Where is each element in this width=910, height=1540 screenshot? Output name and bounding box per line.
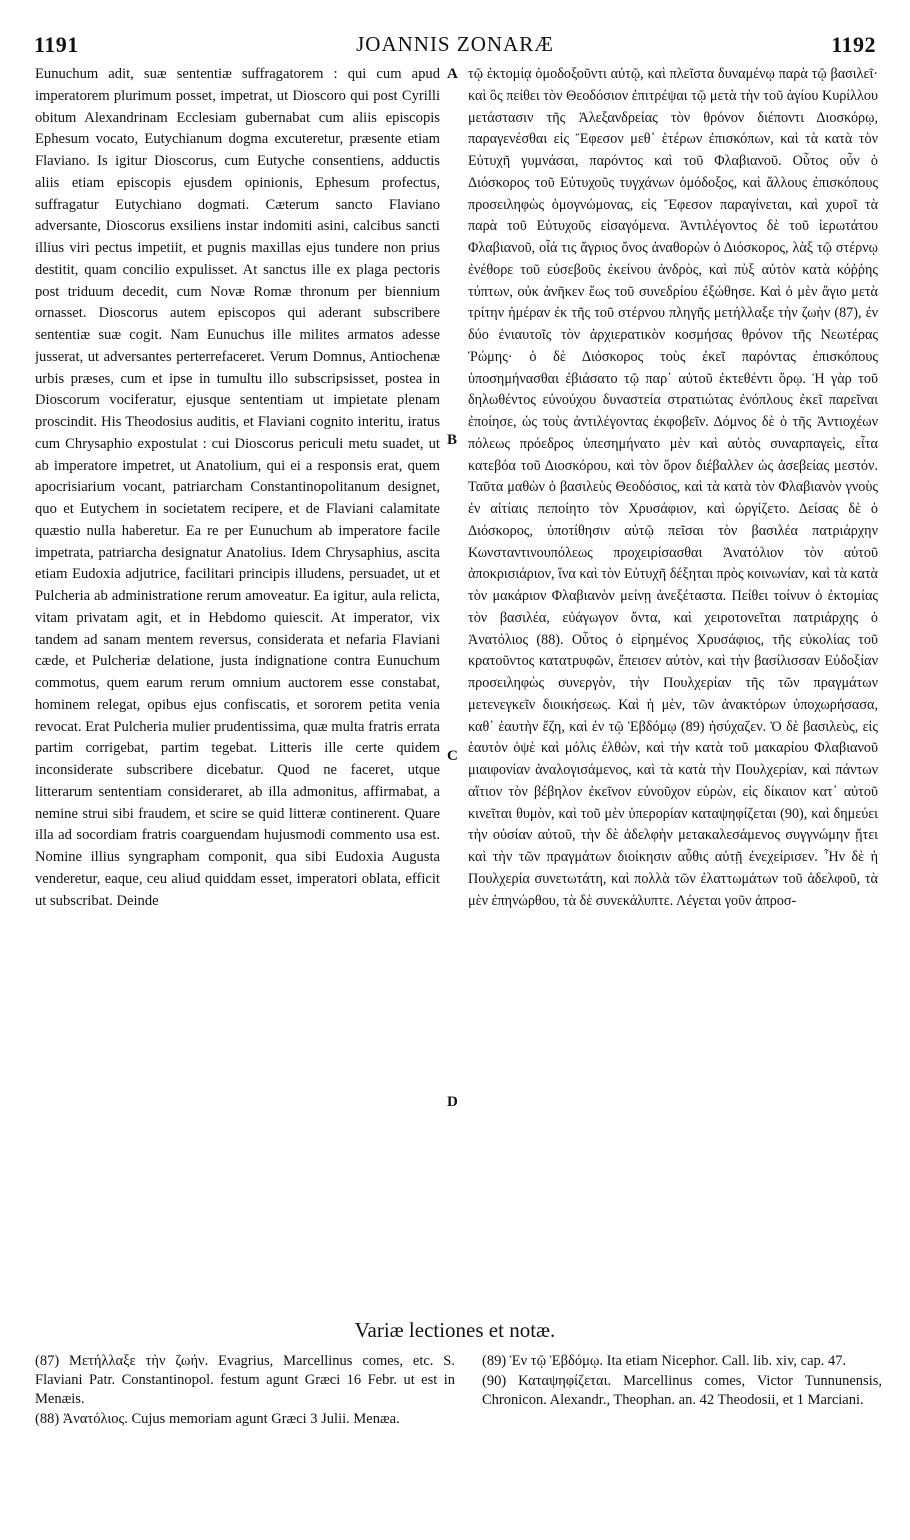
greek-column bbox=[468, 64, 878, 1308]
section-marker-b: B bbox=[447, 432, 458, 448]
note-90: (90) Καταψηφίζεται. Marcellinus comes, Victor Tunnunensis, Chronicon. Alexandr., Theophan. an. 42 Theodosii, et 1 Marciani. bbox=[482, 1373, 882, 1408]
section-marker-d: D bbox=[447, 1094, 458, 1110]
notes-title: Variæ lectiones et notæ. bbox=[354, 1318, 556, 1342]
latin-column bbox=[35, 64, 440, 1308]
page-header bbox=[32, 32, 878, 60]
notes-right-column bbox=[482, 1352, 882, 1411]
section-marker-c: C bbox=[447, 748, 458, 764]
page-number-left: 1191 bbox=[34, 32, 79, 57]
running-title: JOANNIS ZONARÆ bbox=[356, 32, 554, 56]
note-88: (88) Ἀνατόλιος. Cujus memoriam agunt Græci 3 Julii. Menæa. bbox=[35, 1411, 400, 1427]
section-marker-a: A bbox=[447, 66, 458, 82]
note-87: (87) Μετήλλαξε τὴν ζωήν. Evagrius, Marcellinus comes, etc. S. Flaviani Patr. Constantinopol. festum agunt Græci 16 Febr. ut est in Menæis. bbox=[35, 1353, 455, 1407]
notes-left-column bbox=[35, 1352, 455, 1430]
greek-text: τῷ ἐκτομίᾳ ὁμοδοξοῦντι αὐτῷ, καὶ πλεῖστα δυναμένῳ παρὰ τῷ βασιλεῖ· καὶ ὃς πείθει τὸν Θεοδόσιον ἐπιτρέψαι τῷ μετὰ τὴν τοῦ ἁγίου Κυρίλλου μετάστασιν τῆς Ἀλεξανδρείας τὸν θρόνον διέποντι Διοσκόρῳ, παραγενέσθαι εἰς Ἔφεσον μεθ᾽ ἑτέρων ἐπισκόπων, καὶ τὰ κατὰ τὸν Εὐτυχῆ γυμνάσαι, παρόντος καὶ τοῦ Φλαβιανοῦ. Οὗτος οὖν ὁ Διόσκορος τοῦ Εὐτυχοῦς τυγχάνων ὁμόδοξος, καὶ ἄλλους ἐπισκόπους προσειληφὼς ὁμογνώμονας, εἰς Ἔφεσον παραγίνεται, καὶ χυροῖ τὰ παρὰ τοῦ Εὐτυχοῦς εἰσαγόμενα. Ἀντιλέγοντος δὲ τοῦ ἱερωτάτου Φλαβιανοῦ, οἷά τις ἄγριος ὄνος ἀναθορὼν ὁ Διόσκορος, λὰξ τῷ στέρνῳ ἐνέθορε τοῦ εὐσεβοῦς ἐκείνου ἀνδρὸς, καὶ πὺξ αὐτὸν κατὰ κόῤῥης τύπτων, οὐκ ἀνῆκεν ἕως τοῦ συνεδρίου ἐξώθησε. Καὶ ὁ μὲν ἅγιο μετὰ τρίτην ἡμέραν ἐκ τῆς τοῦ στέρνου πληγῆς μετήλλαξε τὴν ζωὴν (87), ἐν δύο ἐνιαυτοῖς τὸν ἀρχιερατικὸν κοσμήσας θρόνον τῆς Νεωτέρας Ῥώμης· ὁ δὲ Διόσκορος τοὺς ἐκεῖ παρόντας ἐπισκόπους ὑποσημήνασθαι ἐβιάσατο τῷ παρ᾽ αὐτοῦ ἐκτεθέντι ὅρῳ. Ἡ γὰρ τοῦ δηλωθέντος εὐνούχου δυναστεία στρατιώτας ἐνόπλους ἐκεῖ παρεῖναι ἐποίησε, ὡς τοὺς ἀντιλέγοντας ἐκφοβεῖν. Δόμνος δὲ ὁ τῆς Ἀντιοχέων πόλεως πρόεδρος ὑπεσημήνατο μὲν καὶ αὐτὸς συναρπαγεὶς, εἶτα κατεβόα τοῦ Διοσκόρου, καὶ τὸν ὅρον διέβαλλεν ὡς ἀσεβείας μεστόν. Ταῦτα μαθὼν ὁ βασιλεὺς Θεοδόσιος, καὶ τὰ κατὰ τὸν Φλαβιανὸν γνοὺς ἐν αἰτίαις πεποίητο τὸν Χρυσάφιον, καὶ ὠργίζετο. Δείσας δὲ ὁ Διόσκορος, ὑποτίθησιν αὐτῷ πεῖσαι τὸν βασιλέα πατριάρχην Κωνσταντινουπόλεως προχειρίσασθαι Ἀνατόλιον τὸν αὐτοῦ ἀποκρισιάριον, ἵνα καὶ τὸν Εὐτυχῆ δέξηται πρὸς κοινωνίαν, καὶ τὰ κατὰ τὸν μακάριον Φλαβιανὸν μείνῃ ἀνεξέταστα. Πείθει τοίνυν ὁ ἐκτομίας τὸν βασιλέα, εὐάγωγον ὄντα, καὶ χειροτονεῖται πατριάρχης ὁ Ἀνατόλιος (88). Οὗτος ὁ εἰρημένος Χρυσάφιος, τῆς εὐκολίας τοῦ κρατοῦντος κατατρυφῶν, ἔπεισεν αὐτὸν, καὶ τὴν βασίλισσαν Εὐδοξίαν προσειληφὼς συνεργὸν, τὴν Πουλχερίαν τῆς τῶν πραγμάτων μετενεγκεῖν διοικήσεως. Καὶ ἡ μὲν, τῶν ἀνακτόρων ὑποχωρήσασα, καθ᾽ ἑαυτὴν ἔζη, καὶ ἐν τῷ Ἑβδόμῳ (89) ἡσύχαζεν. Ὁ δὲ βασιλεὺς, εἰς ἑαυτὸν ὀψὲ καὶ μόλις ἐλθὼν, καὶ τὴν κατὰ τοῦ μακαρίου Φλαβιανοῦ μιαιφονίαν ἀναλογισάμενος, καὶ τὰ κατὰ τὴν Πουλχερίαν, καὶ πάντων αἴτιον τὸν βέβηλον ἐκεῖνον εὐνοῦχον εὑρὼν, εἰς δίκαιον κατ᾽ αὐτοῦ κινεῖται θυμὸν, καὶ τοῦ μὲν ὑπερορίαν καταψηφίζεται (90), καὶ δημεύει τὴν οὐσίαν αὐτοῦ, τὴν δὲ ἀδελφὴν μετακαλεσάμενος συγγνώμην ᾔτει καὶ τὴν τῶν πραγμάτων διοίκησιν αὖθις αὐτῇ ἐνεχείρισεν. Ἦν δὲ ἡ Πουλχερία συνετωτάτη, καὶ πολλὰ τῶν ἐλαττωμάτων τοῦ ἀδελφοῦ, τὰ μὲν ἐπηνώρθου, τὰ δὲ συνεκάλυπτε. Λέγεται γοῦν ἀπροσ- bbox=[468, 66, 878, 909]
latin-text: Eunuchum adit, suæ sententiæ suffragatorem : qui cum apud imperatorem plurimum posset, impetrat, ut Dioscoro qui post Cyrilli obitum Alexandrinam Ecclesiam gubernabat cum aliis episcopis Ephesum vocato, Eutychianum dogma excuteretur, præsente etiam Flaviano. Is igitur Dioscorus, cum Eutyche consentiens, adductis aliis etiam episcopis ejusdem opinionis, Ephesum profectus, suffragatur Eutychiano dogmati. Cæterum sancto Flaviano adversante, Dioscorus exsiliens instar indomiti asini, calcibus sancti illius viri pectus impetiit, et pugnis maxillas ejus tundere non prius destitit, quam concilio expulisset. At sanctus ille ex plaga pectoris post triduum decedit, cum Novæ Romæ thronum per biennium ornasset. Dioscorus autem episcopos qui aderant subscribere sententiæ suæ cogit. Nam Eunuchus ille milites armatos adesse jusserat, ut adversantes perterrefaceret. Verum Domnus, Antiochenæ urbis præses, cum et ipse in tumultu illo subscripsisset, postea in Dioscorum vociferatur, ejusque sententiam ut impietate plenam proscindit. His Theodosius auditis, et Flaviani cognito interitu, iratus cum Chrysaphio expostulat : cui Dioscorus periculi metu suadet, ut ab imperatore impetret, ut Anatolium, qui ei a responsis erat, quem apocrisiarium vocant, patriarcham Constantinopolitanum designet, quo et Eutychem in societatem recipere, et de Flaviani calamitate quæstio nulla haberetur. Ea re per Eunuchum ab imperatore facile impetrata, patriarcha designatur Anatolius. Idem Chrysaphius, ascita etiam Eudoxia adjutrice, facilitari principis illudens, persuadet, ut et Pulcheria ab administratione rerum amoveatur. Ea igitur, aula relicta, vitam privatam agit, et in Hebdomo quiescit. At imperator, vix tandem ad sanam mentem reversus, considerata et nefaria Flaviani cæde, et Pulcheriæ delatione, justa indignatione contra Eunuchum commotus, quem earum rerum omnium auctorem esse constabat, hominem relegat, opibus ejus confiscatis, et sororem petita venia revocat. Erat Pulcheria mulier prudentissima, quæ multa fratris errata partim corrigebat, partim tegebat. Litteris ille certe quidem inconsiderate subscribere dicebatur. Quod ne faceret, utque litterarum sententiam consideraret, ab illa admonitus, affirmabat, a nemine strui sibi fraudem, et scire se quid litteræ continerent. Quare illa ad socordiam fratris coarguendam hujusmodi commento usa est. Nomine illius syngrapham componit, qua sibi Eudoxia Augusta venderetur, eaque, ceu aliud quiddam esset, imperatori oblata, efficit ut subscribat. Deinde bbox=[35, 66, 440, 909]
note-89: (89) Ἐν τῷ Ἑβδόμῳ. Ita etiam Nicephor. Call. lib. xiv, cap. 47. bbox=[482, 1353, 847, 1369]
page-number-right: 1192 bbox=[831, 32, 876, 57]
